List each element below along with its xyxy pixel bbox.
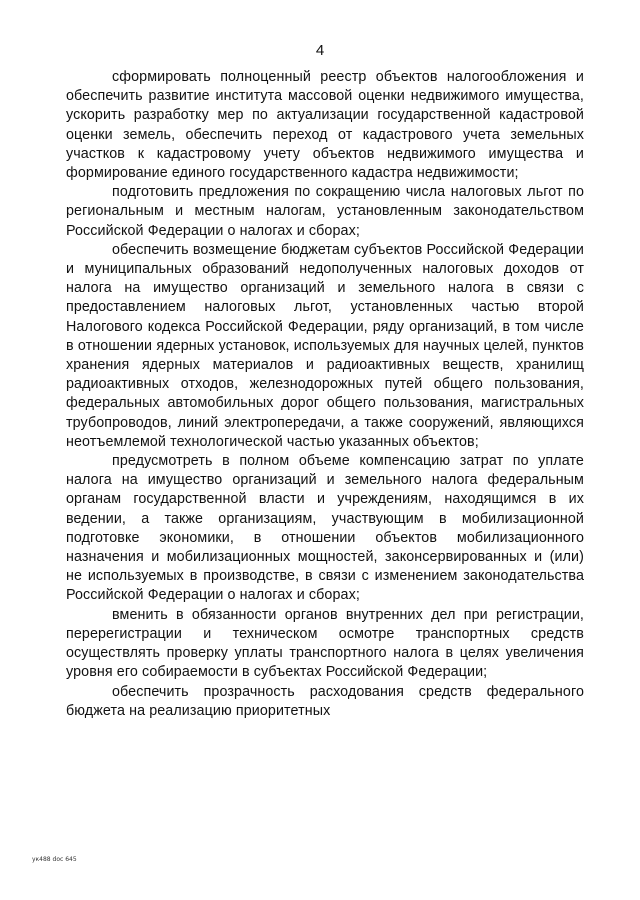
paragraph: предусмотреть в полном объеме компенсацию затрат по уплате налога на имущество организаций и земельного налога федеральным органам государственной власти и учреждениям, находящимся в их ведении, а также организациям, участвующим в мобилизационной подготовке экономики, в отношении объектов мобилизационного назначения и мобилизационных мощностей, законсервированных и (или) не используемых в производстве, в связи с изменением законодательства Российской Федерации о налогах и сборах; xyxy=(66,453,584,604)
paragraph: обеспечить возмещение бюджетам субъектов Российской Федерации и муниципальных образований недополученных налоговых доходов от налога на имущество организаций и земельного налога в связи с предоставлением налоговых льгот, установленных частью второй Налогового кодекса Российской Федерации, ряду организаций, в том числе в отношении ядерных установок, используемых для научных целей, пунктов хранения ядерных материалов и радиоактивных веществ, хранилищ радиоактивных отходов, железнодорожных путей общего пользования, федеральных автомобильных дорог общего пользования, магистральных трубопроводов, линий электропередачи, а также сооружений, являющихся неотъемлемой технологической частью указанных объектов; xyxy=(66,241,584,450)
paragraph: вменить в обязанности органов внутренних дел при регистрации, перерегистрации и техническом осмотре транспортных средств осуществлять проверку уплаты транспортного налога в целях увеличения уровня его собираемости в субъектах Российской Федерации; xyxy=(66,606,584,681)
footer-document-code: ук488 doc 645 xyxy=(32,856,77,863)
document-body xyxy=(66,68,584,721)
page-number: 4 xyxy=(315,42,325,59)
paragraph: подготовить предложения по сокращению числа налоговых льгот по региональным и местным налогам, установленным законодательством Российской Федерации о налогах и сборах; xyxy=(66,184,584,239)
paragraph: сформировать полноценный реестр объектов налогообложения и обеспечить развитие института массовой оценки недвижимого имущества, ускорить разработку мер по актуализации государственной кадастровой оценки земель, обеспечить переход от кадастрового учета земельных участков к кадастровому учету объектов недвижимого имущества и формирование единого государственного кадастра недвижимости; xyxy=(66,69,584,182)
paragraph: обеспечить прозрачность расходования средств федерального бюджета на реализацию приоритетных xyxy=(66,683,584,719)
